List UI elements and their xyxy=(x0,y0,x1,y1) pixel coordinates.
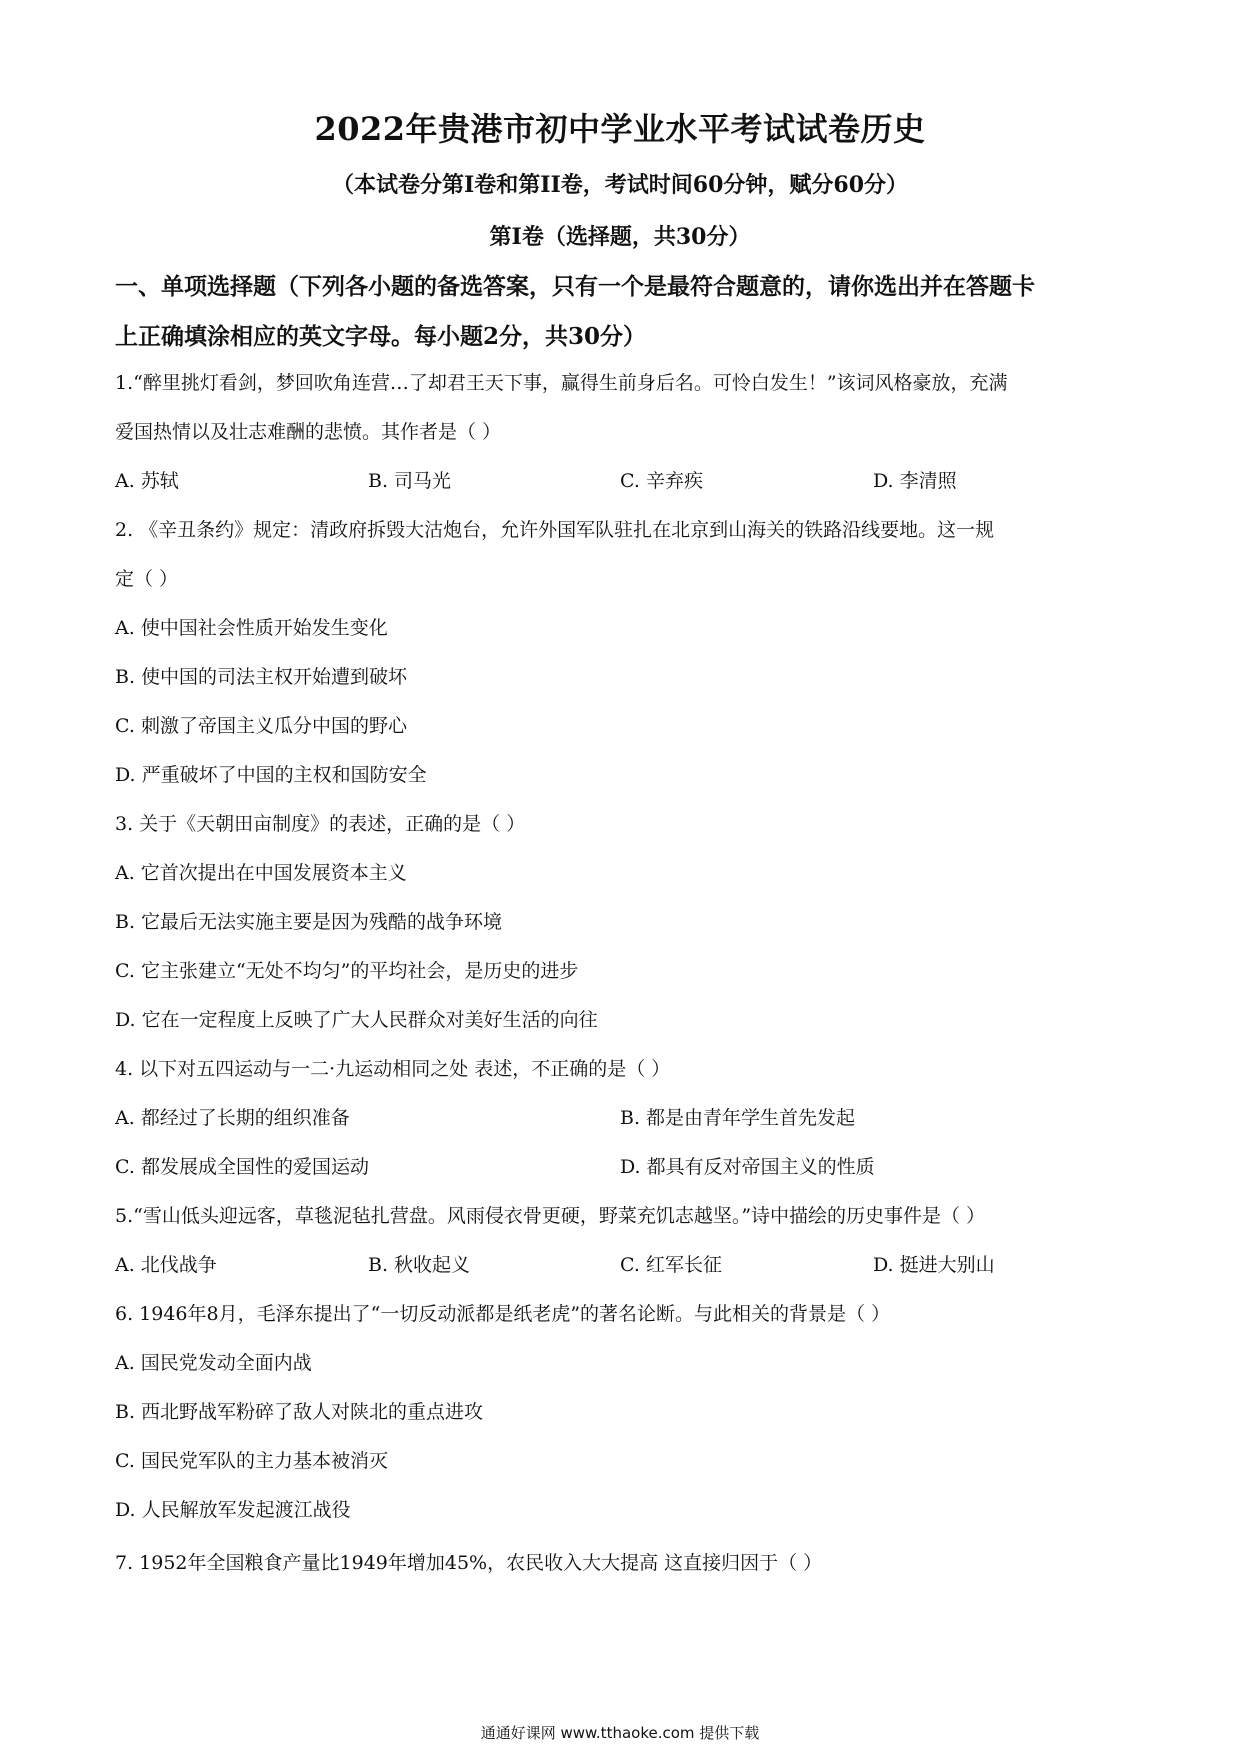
question-1-option-c: C. 辛弃疾 xyxy=(620,470,703,492)
question-4-option-b: B. 都是由青年学生首先发起 xyxy=(620,1107,856,1129)
question-4-line1: 4. 以下对五四运动与一二·九运动相同之处 表述，不正确的是（ ） xyxy=(115,1058,671,1080)
section-instruction-line1: 一、单项选择题（下列各小题的备选答案，只有一个是最符合题意的，请你选出并在答题卡 xyxy=(115,273,1035,300)
question-3-line1: 3. 关于《天朝田亩制度》的表述，正确的是（ ） xyxy=(115,813,526,835)
part-heading: 第I卷（选择题，共30分） xyxy=(489,224,751,250)
question-6-option-d: D. 人民解放军发起渡江战役 xyxy=(115,1499,351,1521)
question-5-option-a: A. 北伐战争 xyxy=(115,1254,217,1276)
question-6-option-a: A. 国民党发动全面内战 xyxy=(115,1352,312,1374)
question-5-option-d: D. 挺进大别山 xyxy=(873,1254,995,1276)
question-6-option-b: B. 西北野战军粉碎了敌人对陕北的重点进攻 xyxy=(115,1401,484,1423)
question-2-line1: 2. 《辛丑条约》规定：清政府拆毁大沽炮台，允许外国军队驻扎在北京到山海关的铁路沿线要地。这一规 xyxy=(115,519,995,541)
question-2-option-d: D. 严重破坏了中国的主权和国防安全 xyxy=(115,764,427,786)
question-1-line2: 爱国热情以及壮志难酬的悲愤。其作者是（ ） xyxy=(115,421,502,443)
question-3-option-a: A. 它首次提出在中国发展资本主义 xyxy=(115,862,407,884)
question-1-option-d: D. 李清照 xyxy=(873,470,957,492)
question-7-line1: 7. 1952年全国粮食产量比1949年增加45%，农民收入大大提高 这直接归因于（ ） xyxy=(115,1552,823,1574)
question-3-option-d: D. 它在一定程度上反映了广大人民群众对美好生活的向往 xyxy=(115,1009,598,1031)
question-2-option-a: A. 使中国社会性质开始发生变化 xyxy=(115,617,388,639)
question-4-option-a: A. 都经过了长期的组织准备 xyxy=(115,1107,350,1129)
question-5-option-c: C. 红军长征 xyxy=(620,1254,722,1276)
question-6-line1: 6. 1946年8月，毛泽东提出了“一切反动派都是纸老虎”的著名论断。与此相关的背景是（ ） xyxy=(115,1303,891,1325)
section-instruction-line2: 上正确填涂相应的英文字母。每小题2分，共30分） xyxy=(115,323,647,350)
question-1-line1: 1.“醉里挑灯看剑，梦回吹角连营…了却君王天下事，赢得生前身后名。可怜白发生！”该词风格豪放，充满 xyxy=(115,372,1008,394)
question-3-option-c: C. 它主张建立“无处不均匀”的平均社会，是历史的进步 xyxy=(115,960,579,982)
question-3-option-b: B. 它最后无法实施主要是因为残酷的战争环境 xyxy=(115,911,503,933)
question-4-option-d: D. 都具有反对帝国主义的性质 xyxy=(620,1156,875,1178)
question-2-line2: 定（ ） xyxy=(115,568,179,590)
question-2-option-c: C. 刺激了帝国主义瓜分中国的野心 xyxy=(115,715,407,737)
exam-subtitle: （本试卷分第I卷和第II卷，考试时间60分钟，赋分60分） xyxy=(331,172,909,198)
exam-title: 2022年贵港市初中学业水平考试试卷历史 xyxy=(314,110,926,148)
question-1-option-a: A. 苏轼 xyxy=(115,470,179,492)
question-2-option-b: B. 使中国的司法主权开始遭到破坏 xyxy=(115,666,408,688)
question-4-option-c: C. 都发展成全国性的爱国运动 xyxy=(115,1156,369,1178)
question-5-option-b: B. 秋收起义 xyxy=(368,1254,471,1276)
footer-watermark: 通通好课网 www.tthaoke.com 提供下载 xyxy=(480,1724,760,1742)
question-1-option-b: B. 司马光 xyxy=(368,470,452,492)
question-6-option-c: C. 国民党军队的主力基本被消灭 xyxy=(115,1450,388,1472)
question-5-line1: 5.“雪山低头迎远客，草毯泥毡扎营盘。风雨侵衣骨更硬，野菜充饥志越坚。”诗中描绘的历史事件是（ ） xyxy=(115,1205,986,1227)
